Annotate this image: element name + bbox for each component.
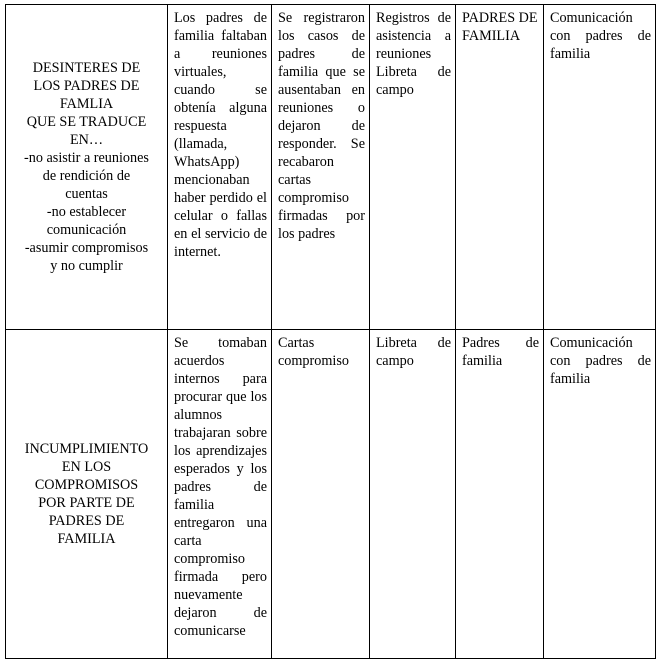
instrument-cell: Registros de asistencia a reuniones Libreta de campo: [370, 5, 456, 330]
problem-title-line: COMPROMISOS: [34, 477, 139, 493]
actor-cell: PADRES DE FAMILIA: [456, 5, 544, 330]
problem-title-line: DESINTERES DE: [32, 60, 141, 76]
evidence-cell: Cartas compromiso: [272, 330, 370, 659]
table-row: [6, 5, 656, 330]
actor-cell: Padres de familia: [456, 330, 544, 659]
problem-title-line: QUE SE TRADUCE: [26, 114, 147, 130]
findings-table: [5, 4, 656, 659]
problem-list-line: y no cumplir: [50, 258, 123, 274]
problem-title-line: POR PARTE DE: [38, 495, 135, 511]
problem-title-line: LOS PADRES DE: [33, 78, 140, 94]
problem-list-line: comunicación: [46, 222, 127, 238]
problem-list-line: -asumir compromisos: [24, 240, 149, 256]
description-cell: Se tomaban acuerdos internos para procurar que los alumnos trabajaran sobre los aprendizajes esperados y los padres de familia entregaron una carta compromiso firmada pero nuevamente dejaron de comunicarse: [168, 330, 272, 659]
problem-title-line: INCUMPLIMIENTO: [24, 441, 149, 457]
problem-list-line: cuentas: [65, 186, 108, 202]
problem-title-line: FAMILIA: [57, 531, 116, 547]
problem-list-line: -no establecer: [46, 204, 127, 220]
problem-title-line: PADRES DE: [48, 513, 125, 529]
category-cell: Comunicación con padres de familia: [544, 330, 656, 659]
table-row: [6, 330, 656, 659]
problem-title-line: EN LOS: [61, 459, 112, 475]
description-cell: Los padres de familia faltaban a reuniones virtuales, cuando se obtenía alguna respuesta (llamada, WhatsApp) mencionaban haber perdido el celular o fallas en el servicio de internet.: [168, 5, 272, 330]
problem-title-line: EN…: [69, 132, 104, 148]
problem-list-line: -no asistir a reuniones: [24, 150, 149, 166]
category-cell: Comunicación con padres de familia: [544, 5, 656, 330]
problem-cell: [6, 330, 168, 659]
problem-title-line: FAMLIA: [59, 96, 114, 112]
instrument-cell: Libreta de campo: [370, 330, 456, 659]
evidence-cell: Se registraron los casos de padres de familia que se ausentaban en reuniones o dejaron de responder. Se recabaron cartas compromiso firmadas por los padres: [272, 5, 370, 330]
problem-list-line: de rendición de: [42, 168, 131, 184]
problem-cell: [6, 5, 168, 330]
